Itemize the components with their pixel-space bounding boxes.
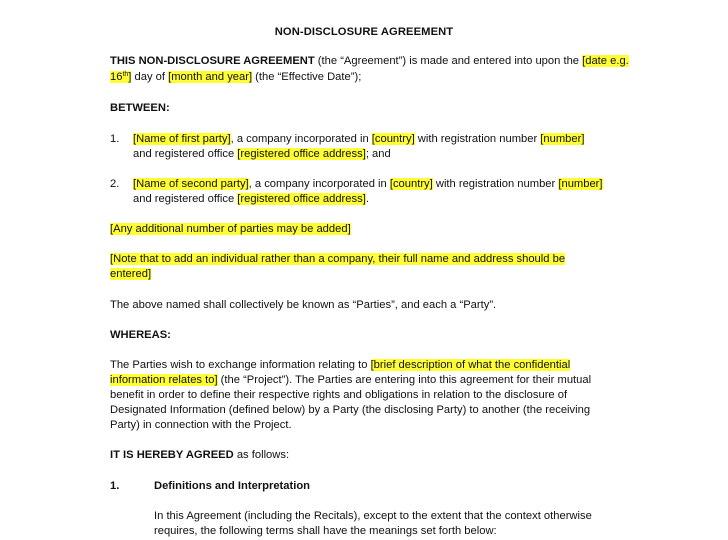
party1-line-2 (133, 147, 391, 162)
date-bracket: ] (128, 71, 132, 83)
party2-number-placeholder: [number] (558, 178, 603, 190)
note-individual-line-1 (110, 252, 565, 267)
party2-text-2: with registration number (432, 178, 559, 190)
section1-line-1: In this Agreement (including the Recitals), except to the extent that the context otherwise (154, 510, 592, 522)
section1-line-2: requires, the following terms shall have the meanings set forth below: (154, 525, 497, 537)
note-individual-text-2: entered] (110, 268, 152, 280)
recital-line-3: benefit in order to define their respective rights and obligations in relation to the disclosure of (110, 389, 568, 401)
recital-line-1 (110, 358, 570, 373)
recital-text-1: The Parties wish to exchange information relating to (110, 359, 371, 371)
date-suffix: th (122, 71, 129, 78)
agreed-line (110, 448, 289, 463)
recital-text-2: (the “Project”). The Parties are entering into this agreement for their mutual (217, 374, 592, 386)
party1-line-1 (133, 132, 584, 147)
agreed-bold: IT IS HEREBY AGREED (110, 449, 234, 461)
party1-text-4: ; and (365, 148, 391, 160)
party1-number: 1. (110, 133, 120, 145)
intro-text-1: (the “Agreement”) is made and entered into upon the (314, 55, 583, 67)
section1-heading: Definitions and Interpretation (154, 480, 311, 492)
note-additional-parties-text: [Any additional number of parties may be added] (110, 223, 351, 235)
party1-country-placeholder: [country] (371, 133, 415, 145)
party2-text-4: . (365, 193, 369, 205)
party1-text-2: with registration number (414, 133, 541, 145)
party2-text-3: and registered office (133, 193, 238, 205)
party1-name-placeholder: [Name of first party] (133, 133, 231, 145)
date-placeholder: [date e.g. (582, 55, 629, 67)
project-description-placeholder-cont: information relates to] (110, 374, 218, 386)
intro-text-3: (the “Effective Date”); (252, 71, 362, 83)
intro-line-2 (110, 70, 361, 85)
month-year-placeholder: [month and year] (168, 71, 253, 83)
party2-text-1: , a company incorporated in (248, 178, 390, 190)
intro-bold: THIS NON-DISCLOSURE AGREEMENT (110, 55, 315, 67)
collective-definition: The above named shall collectively be known as “Parties”, and each a “Party”. (110, 299, 497, 311)
note-individual-line-2 (110, 267, 151, 282)
agreed-text: as follows: (233, 449, 290, 461)
recital-line-5: Party) in connection with the Project. (110, 419, 292, 431)
document-title: NON-DISCLOSURE AGREEMENT (274, 26, 454, 38)
party1-office-placeholder: [registered office address] (237, 148, 366, 160)
recital-line-4: Designated Information (defined below) by a Party (the disclosing Party) to another (the receiving (110, 404, 591, 416)
intro-text-2: day of (131, 71, 169, 83)
recital-line-2 (110, 373, 591, 388)
intro-line-1 (110, 54, 629, 69)
party2-number: 2. (110, 178, 120, 190)
project-description-placeholder: [brief description of what the confidential (370, 359, 571, 371)
note-individual-text-1: [Note that to add an individual rather than a company, their full name and address should be (110, 253, 566, 265)
note-additional-parties (110, 222, 351, 237)
date-placeholder-cont (110, 71, 131, 83)
party2-line-1 (133, 177, 603, 192)
party1-number-placeholder: [number] (540, 133, 585, 145)
between-heading: BETWEEN: (110, 102, 170, 114)
whereas-heading: WHEREAS: (110, 329, 171, 341)
party2-name-placeholder: [Name of second party] (133, 178, 249, 190)
party2-line-2 (133, 192, 369, 207)
party2-office-placeholder: [registered office address] (237, 193, 366, 205)
party2-country-placeholder: [country] (389, 178, 433, 190)
section1-number: 1. (110, 480, 120, 492)
date-day: 16 (110, 71, 123, 83)
party1-text-1: , a company incorporated in (230, 133, 372, 145)
party1-text-3: and registered office (133, 148, 238, 160)
